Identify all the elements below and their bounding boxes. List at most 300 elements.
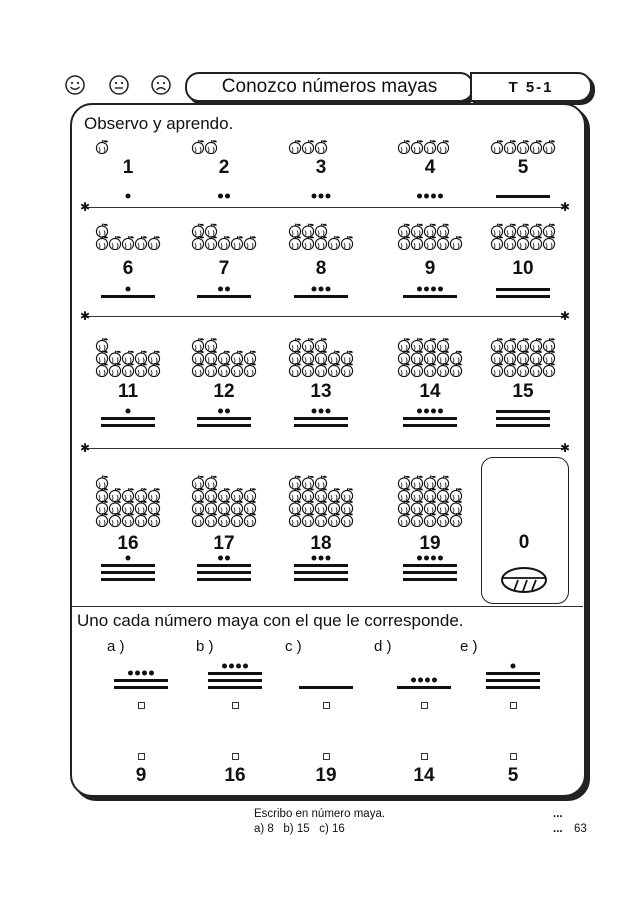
apple-icon (289, 236, 301, 250)
apple-icon (302, 513, 314, 527)
apple-icon (231, 513, 243, 527)
apple-icon (96, 140, 108, 154)
number-label: 13 (310, 381, 332, 402)
connect-point[interactable] (510, 753, 517, 760)
apple-icon (315, 338, 327, 352)
number-label: 5 (517, 157, 529, 178)
apple-icon (328, 351, 340, 365)
apple-icon (315, 140, 327, 154)
apple-icon (315, 513, 327, 527)
target-number: 19 (315, 765, 337, 786)
connect-point[interactable] (510, 702, 517, 709)
apple-icon (411, 513, 423, 527)
maya-dot (417, 287, 422, 292)
maya-numeral (286, 391, 356, 441)
maya-bar (403, 578, 457, 581)
option-label: d ) (374, 638, 392, 655)
apple-icon (530, 224, 542, 238)
apple-icon (530, 140, 542, 154)
match-heading: Uno cada número maya con el que le corresponde. (77, 611, 464, 630)
apple-icon (328, 363, 340, 377)
maya-dot (438, 556, 443, 561)
apple-icon (424, 338, 436, 352)
apple-icon (289, 488, 301, 502)
maya-numeral (291, 653, 361, 703)
apple-icon (341, 488, 353, 502)
maya-bar (403, 295, 457, 298)
apple-icon (205, 513, 217, 527)
apple-icon (437, 501, 449, 515)
apple-icon (135, 236, 147, 250)
maya-bar (486, 672, 540, 675)
maya-bar (101, 571, 155, 574)
maya-dot (218, 409, 223, 414)
apple-icon (231, 351, 243, 365)
apple-icon (122, 236, 134, 250)
apple-icon (450, 363, 462, 377)
apple-icon (424, 488, 436, 502)
separator-star-icon: ✱ (560, 200, 571, 214)
maya-dot (418, 678, 423, 683)
maya-dot (319, 556, 324, 561)
apple-icon (148, 236, 160, 250)
apple-icon (517, 351, 529, 365)
connect-point[interactable] (138, 753, 145, 760)
maya-bar (208, 679, 262, 682)
maya-numeral (389, 653, 459, 703)
apple-group (276, 457, 366, 527)
apple-group (83, 457, 173, 527)
apple-icon (205, 488, 217, 502)
shell-zero-icon (500, 566, 548, 594)
apple-icon (302, 501, 314, 515)
apple-icon (302, 236, 314, 250)
apple-icon (244, 488, 256, 502)
apple-icon (543, 236, 555, 250)
apple-icon (122, 513, 134, 527)
zero-number: 0 (518, 532, 530, 553)
apple-icon (218, 363, 230, 377)
apple-icon (192, 338, 204, 352)
maya-bar (496, 410, 550, 413)
number-label: 9 (424, 258, 436, 279)
maya-dot (149, 671, 154, 676)
apple-icon (450, 488, 462, 502)
apple-icon (398, 501, 410, 515)
maya-bar (208, 686, 262, 689)
maya-numeral (286, 545, 356, 595)
maya-dot (511, 664, 516, 669)
maya-bar (294, 578, 348, 581)
apple-icon (135, 513, 147, 527)
maya-dot (312, 287, 317, 292)
apple-icon (398, 224, 410, 238)
apple-group (478, 180, 571, 250)
apple-icon (289, 476, 301, 490)
maya-dot (218, 287, 223, 292)
separator-star-icon: ✱ (80, 441, 91, 455)
maya-dot (229, 664, 234, 669)
maya-numeral (395, 391, 465, 441)
maya-dot (135, 671, 140, 676)
apple-icon (530, 236, 542, 250)
maya-bar (486, 679, 540, 682)
maya-numeral (200, 653, 270, 703)
footer-exercises: a) 8 b) 15 c) 16 (254, 823, 345, 835)
maya-bar (197, 417, 251, 420)
apple-icon (192, 501, 204, 515)
apple-icon (517, 224, 529, 238)
apple-icon (302, 224, 314, 238)
separator-star-icon: ✱ (80, 200, 91, 214)
connect-point[interactable] (323, 702, 330, 709)
apple-group (179, 307, 269, 377)
maya-bar (496, 424, 550, 427)
maya-bar (197, 564, 251, 567)
maya-numeral (478, 653, 548, 703)
apple-icon (517, 338, 529, 352)
apple-icon (289, 338, 301, 352)
apple-group (385, 84, 475, 154)
apple-icon (122, 363, 134, 377)
apple-icon (504, 351, 516, 365)
apple-icon (205, 501, 217, 515)
apple-icon (96, 513, 108, 527)
apple-icon (122, 488, 134, 502)
apple-group (83, 307, 173, 377)
apple-icon (192, 488, 204, 502)
connect-point[interactable] (232, 753, 239, 760)
apple-icon (437, 488, 449, 502)
maya-bar (101, 578, 155, 581)
apple-icon (148, 351, 160, 365)
connect-point[interactable] (421, 753, 428, 760)
maya-bar (486, 686, 540, 689)
apple-icon (96, 488, 108, 502)
apple-icon (96, 338, 108, 352)
apple-icon (437, 351, 449, 365)
apple-icon (109, 363, 121, 377)
apple-icon (315, 224, 327, 238)
apple-icon (289, 140, 301, 154)
apple-icon (328, 513, 340, 527)
apple-icon (437, 236, 449, 250)
maya-bar (114, 679, 168, 682)
maya-bar (101, 295, 155, 298)
maya-dot (424, 287, 429, 292)
apple-icon (450, 351, 462, 365)
maya-dot (222, 664, 227, 669)
number-label: 3 (315, 157, 327, 178)
apple-icon (315, 363, 327, 377)
apple-icon (543, 224, 555, 238)
maya-numeral (189, 545, 259, 595)
apple-icon (398, 236, 410, 250)
number-label: 7 (218, 258, 230, 279)
maya-dot (225, 409, 230, 414)
apple-icon (398, 140, 410, 154)
maya-dot (236, 664, 241, 669)
maya-dot (431, 287, 436, 292)
maya-numeral (395, 545, 465, 595)
option-label: a ) (107, 638, 125, 655)
footer-instruction: Escribo en número maya. (254, 808, 386, 820)
apple-icon (543, 338, 555, 352)
apple-icon (192, 224, 204, 238)
apple-icon (315, 488, 327, 502)
apple-icon (530, 351, 542, 365)
apple-icon (341, 351, 353, 365)
apple-icon (411, 501, 423, 515)
apple-icon (341, 363, 353, 377)
apple-icon (424, 236, 436, 250)
apple-icon (148, 501, 160, 515)
row-separator (85, 448, 565, 449)
maya-numeral (286, 262, 356, 312)
apple-icon (437, 513, 449, 527)
maya-bar (496, 295, 550, 298)
maya-dot (126, 556, 131, 561)
apple-icon (450, 513, 462, 527)
maya-dot (417, 409, 422, 414)
maya-bar (397, 686, 451, 689)
apple-group (478, 84, 568, 154)
target-number: 5 (507, 765, 519, 786)
apple-icon (148, 488, 160, 502)
apple-icon (192, 363, 204, 377)
number-label: 14 (419, 381, 441, 402)
apple-icon (231, 236, 243, 250)
apple-icon (424, 501, 436, 515)
lesson-code: T 5-1 (470, 72, 592, 102)
apple-icon (289, 513, 301, 527)
apple-group (385, 307, 475, 377)
maya-dot (417, 556, 422, 561)
apple-icon (424, 363, 436, 377)
separator-star-icon: ✱ (560, 309, 571, 323)
maya-numeral (189, 391, 259, 441)
apple-icon (328, 501, 340, 515)
apple-group (478, 307, 571, 377)
apple-icon (302, 488, 314, 502)
number-label: 15 (512, 381, 534, 402)
number-label: 11 (117, 381, 139, 402)
apple-group (276, 307, 366, 377)
maya-bar (403, 424, 457, 427)
apple-icon (411, 140, 423, 154)
apple-icon (109, 501, 121, 515)
apple-icon (517, 363, 529, 377)
apple-icon (289, 224, 301, 238)
apple-icon (504, 236, 516, 250)
apple-icon (530, 338, 542, 352)
maya-dot (218, 556, 223, 561)
apple-icon (450, 236, 462, 250)
apple-icon (218, 501, 230, 515)
maya-numeral (189, 262, 259, 312)
apple-icon (96, 236, 108, 250)
maya-bar (197, 295, 251, 298)
apple-icon (315, 476, 327, 490)
apple-icon (135, 488, 147, 502)
maya-bar (208, 672, 262, 675)
apple-icon (302, 351, 314, 365)
maya-dot (326, 287, 331, 292)
maya-bar (101, 564, 155, 567)
maya-bar (403, 571, 457, 574)
apple-icon (491, 140, 503, 154)
apple-group (179, 84, 269, 154)
connect-point[interactable] (232, 702, 239, 709)
apple-icon (192, 513, 204, 527)
apple-icon (205, 140, 217, 154)
apple-icon (398, 513, 410, 527)
maya-dot (142, 671, 147, 676)
number-label: 18 (310, 533, 332, 554)
apple-icon (341, 501, 353, 515)
apple-icon (543, 363, 555, 377)
apple-icon (437, 338, 449, 352)
apple-icon (411, 236, 423, 250)
apple-icon (437, 224, 449, 238)
option-label: e ) (460, 638, 478, 655)
apple-group (179, 180, 269, 250)
apple-icon (491, 338, 503, 352)
apple-group (276, 180, 366, 250)
apple-icon (205, 338, 217, 352)
number-label: 4 (424, 157, 436, 178)
apple-icon (341, 513, 353, 527)
apple-icon (244, 363, 256, 377)
option-label: b ) (196, 638, 214, 655)
number-label: 1 (122, 157, 134, 178)
apple-group (83, 180, 173, 250)
section-separator (71, 606, 583, 607)
apple-icon (437, 476, 449, 490)
apple-icon (231, 363, 243, 377)
maya-dot (128, 671, 133, 676)
apple-icon (192, 236, 204, 250)
apple-icon (491, 363, 503, 377)
maya-numeral (106, 653, 176, 703)
apple-icon (315, 351, 327, 365)
connect-point[interactable] (323, 753, 330, 760)
maya-numeral (93, 262, 163, 312)
apple-icon (122, 501, 134, 515)
apple-icon (315, 236, 327, 250)
apple-icon (328, 236, 340, 250)
target-number: 16 (224, 765, 246, 786)
footer-dots: ... (553, 823, 563, 835)
page-number: 63 (574, 823, 587, 835)
apple-icon (135, 351, 147, 365)
maya-bar (197, 424, 251, 427)
number-label: 16 (117, 533, 139, 554)
maya-dot (432, 678, 437, 683)
apple-icon (411, 338, 423, 352)
maya-dot (319, 287, 324, 292)
apple-icon (109, 488, 121, 502)
apple-icon (192, 351, 204, 365)
apple-icon (341, 236, 353, 250)
apple-group (179, 457, 269, 527)
number-label: 6 (122, 258, 134, 279)
maya-bar (496, 288, 550, 291)
apple-icon (398, 363, 410, 377)
apple-icon (398, 488, 410, 502)
apple-group (385, 457, 475, 527)
apple-group (83, 84, 173, 154)
apple-icon (289, 363, 301, 377)
apple-icon (218, 488, 230, 502)
apple-icon (96, 351, 108, 365)
maya-dot (126, 409, 131, 414)
maya-bar (294, 295, 348, 298)
maya-dot (319, 409, 324, 414)
apple-icon (398, 476, 410, 490)
apple-icon (411, 476, 423, 490)
apple-icon (491, 224, 503, 238)
apple-icon (148, 513, 160, 527)
maya-dot (312, 556, 317, 561)
maya-dot (424, 556, 429, 561)
separator-star-icon: ✱ (560, 441, 571, 455)
maya-dot (225, 287, 230, 292)
apple-icon (289, 351, 301, 365)
apple-icon (504, 338, 516, 352)
apple-icon (504, 224, 516, 238)
maya-bar (294, 571, 348, 574)
maya-bar (403, 417, 457, 420)
maya-dot (243, 664, 248, 669)
maya-dot (326, 556, 331, 561)
maya-bar (294, 417, 348, 420)
apple-icon (205, 363, 217, 377)
separator-star-icon: ✱ (80, 309, 91, 323)
apple-icon (109, 236, 121, 250)
number-label: 10 (512, 258, 534, 279)
maya-bar (299, 686, 353, 689)
number-label: 8 (315, 258, 327, 279)
apple-icon (205, 236, 217, 250)
apple-icon (437, 363, 449, 377)
maya-bar (496, 417, 550, 420)
connect-point[interactable] (421, 702, 428, 709)
apple-icon (244, 513, 256, 527)
apple-icon (491, 351, 503, 365)
apple-icon (231, 488, 243, 502)
apple-icon (109, 351, 121, 365)
target-number: 9 (135, 765, 147, 786)
apple-icon (96, 363, 108, 377)
apple-icon (517, 140, 529, 154)
apple-icon (231, 501, 243, 515)
apple-icon (302, 338, 314, 352)
apple-icon (289, 501, 301, 515)
apple-icon (517, 236, 529, 250)
connect-point[interactable] (138, 702, 145, 709)
apple-group (385, 180, 475, 250)
number-label: 19 (419, 533, 441, 554)
apple-icon (302, 363, 314, 377)
apple-icon (96, 476, 108, 490)
apple-icon (491, 236, 503, 250)
apple-icon (192, 140, 204, 154)
apple-icon (411, 488, 423, 502)
apple-icon (218, 351, 230, 365)
apple-icon (504, 140, 516, 154)
apple-icon (398, 338, 410, 352)
